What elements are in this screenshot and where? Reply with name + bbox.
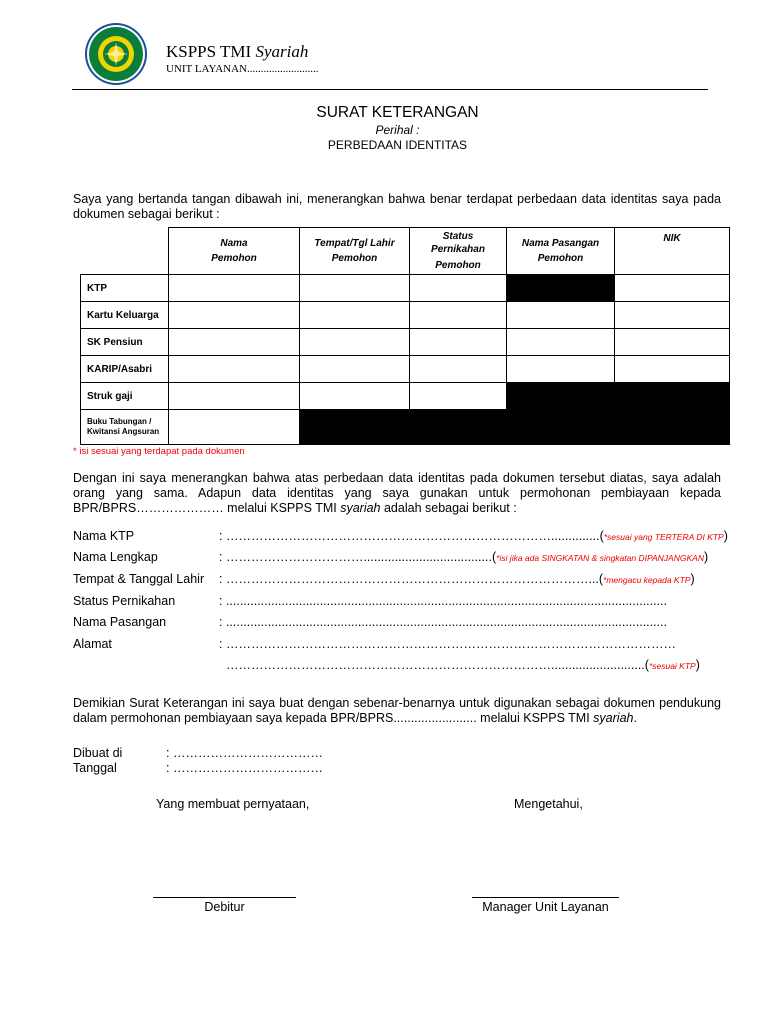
row-label: KARIP/Asabri [81, 356, 169, 383]
cell-blocked [507, 383, 730, 410]
row-label: Buku Tabungan / Kwitansi Angsuran [81, 410, 169, 445]
field-status-pernikahan[interactable]: : ............................................................................................................................... [219, 594, 668, 608]
cell[interactable] [300, 275, 410, 302]
cell[interactable] [169, 275, 300, 302]
field-alamat[interactable]: : ……………………………………………………………………………………………… [219, 637, 676, 651]
field-nama-pasangan[interactable]: : ............................................................................................................................... [219, 615, 668, 629]
tanggal-label: Tanggal [73, 761, 117, 775]
cell[interactable] [169, 356, 300, 383]
field-label: Nama Pasangan [73, 615, 167, 629]
debitur-label: Debitur [204, 900, 245, 914]
table-row [81, 383, 730, 410]
field-label: Nama KTP [73, 529, 135, 543]
debitur-signature-line[interactable] [153, 897, 296, 898]
cell[interactable] [169, 410, 300, 445]
cell[interactable] [300, 302, 410, 329]
perihal-label: Perihal : [375, 123, 420, 137]
table-note: * isi sesuai yang terdapat pada dokumen [73, 446, 245, 457]
field-nama-lengkap[interactable]: : …………………………….....................................(*isi jika ada SINGKATAN & singkatan DIPANJANGKAN) [219, 550, 709, 564]
col-tempat-tgl-lahir: Tempat/Tgl Lahir Pemohon [300, 228, 410, 275]
col-status-pernikahan: Status Pernikahan Pemohon [410, 228, 507, 275]
org-name: KSPPS TMI Syariah [166, 42, 309, 61]
cell[interactable] [300, 383, 410, 410]
cell[interactable] [507, 356, 615, 383]
document-title: SURAT KETERANGAN [316, 104, 479, 121]
cell[interactable] [615, 329, 730, 356]
cell[interactable] [615, 356, 730, 383]
intro-paragraph: Saya yang bertanda tangan dibawah ini, menerangkan bahwa benar terdapat perbedaan data identitas saya pada dokumen sebagai berikut : [73, 192, 721, 221]
header-divider [72, 89, 708, 90]
field-label: Nama Lengkap [73, 550, 158, 564]
table-row [81, 356, 730, 383]
field-alamat-line2[interactable]: ……………………………………………………………………...........................(*sesuai KTP) [226, 658, 700, 672]
table-header-row [81, 228, 730, 275]
cell[interactable] [410, 275, 507, 302]
table-row [81, 410, 730, 445]
cell[interactable] [615, 302, 730, 329]
dibuat-di-label: Dibuat di [73, 746, 123, 760]
dibuat-di-field[interactable]: : ……………………………… [166, 746, 323, 760]
cell[interactable] [410, 302, 507, 329]
tanggal-field[interactable]: : ……………………………… [166, 761, 323, 775]
cell[interactable] [410, 356, 507, 383]
cell[interactable] [300, 329, 410, 356]
cell[interactable] [410, 329, 507, 356]
acknowledger-title: Mengetahui, [514, 797, 583, 811]
row-label: Struk gaji [81, 383, 169, 410]
row-label: KTP [81, 275, 169, 302]
closing-paragraph: Demikian Surat Keterangan ini saya buat dengan sebenar-benarnya untuk digunakan sebagai dokumen pendukung dalam permohonan pembiayaan saya kepada BPR/BPRS........................ melalui KSPPS TMI syariah. [73, 696, 721, 725]
col-nik: NIK [615, 228, 730, 275]
manager-signature-line[interactable] [472, 897, 619, 898]
field-label: Tempat & Tanggal Lahir [73, 572, 205, 586]
table-row [81, 329, 730, 356]
cell[interactable] [300, 356, 410, 383]
cell[interactable] [615, 275, 730, 302]
identity-table [80, 227, 730, 445]
table-row [81, 302, 730, 329]
field-label: Alamat [73, 637, 112, 651]
cell-blocked [300, 410, 730, 445]
field-nama-ktp[interactable]: : ……………………………………………………………………..............(*sesuai yang TERTERA DI KTP) [219, 529, 728, 543]
cell[interactable] [410, 383, 507, 410]
row-label: Kartu Keluarga [81, 302, 169, 329]
unit-layanan: UNIT LAYANAN.......................... [166, 63, 319, 75]
statement-paragraph: Dengan ini saya menerangkan bahwa atas perbedaan data identitas pada dokumen tersebut diatas, saya adalah orang yang sama. Adapun data identitas yang saya gunakan untuk permohonan pembiayaan kepada BPR/BPRS………………… melalui KSPPS TMI syariah adalah sebagai berikut : [73, 471, 721, 515]
cell[interactable] [507, 329, 615, 356]
cell[interactable] [507, 302, 615, 329]
cell[interactable] [169, 383, 300, 410]
col-nama-pasangan: Nama Pasangan Pemohon [507, 228, 615, 275]
cell-blocked [507, 275, 615, 302]
field-label: Status Pernikahan [73, 594, 176, 608]
col-nama-pemohon: Nama Pemohon [169, 228, 300, 275]
signer-title: Yang membuat pernyataan, [156, 797, 310, 811]
cell[interactable] [169, 302, 300, 329]
manager-label: Manager Unit Layanan [482, 900, 609, 914]
logo [84, 22, 148, 86]
field-tempat-tanggal-lahir[interactable]: : ……………………………………………………………………………...(*mengacu kepada KTP) [219, 572, 695, 586]
document-subject: PERBEDAAN IDENTITAS [327, 138, 468, 152]
row-label: SK Pensiun [81, 329, 169, 356]
cell[interactable] [169, 329, 300, 356]
table-row [81, 275, 730, 302]
